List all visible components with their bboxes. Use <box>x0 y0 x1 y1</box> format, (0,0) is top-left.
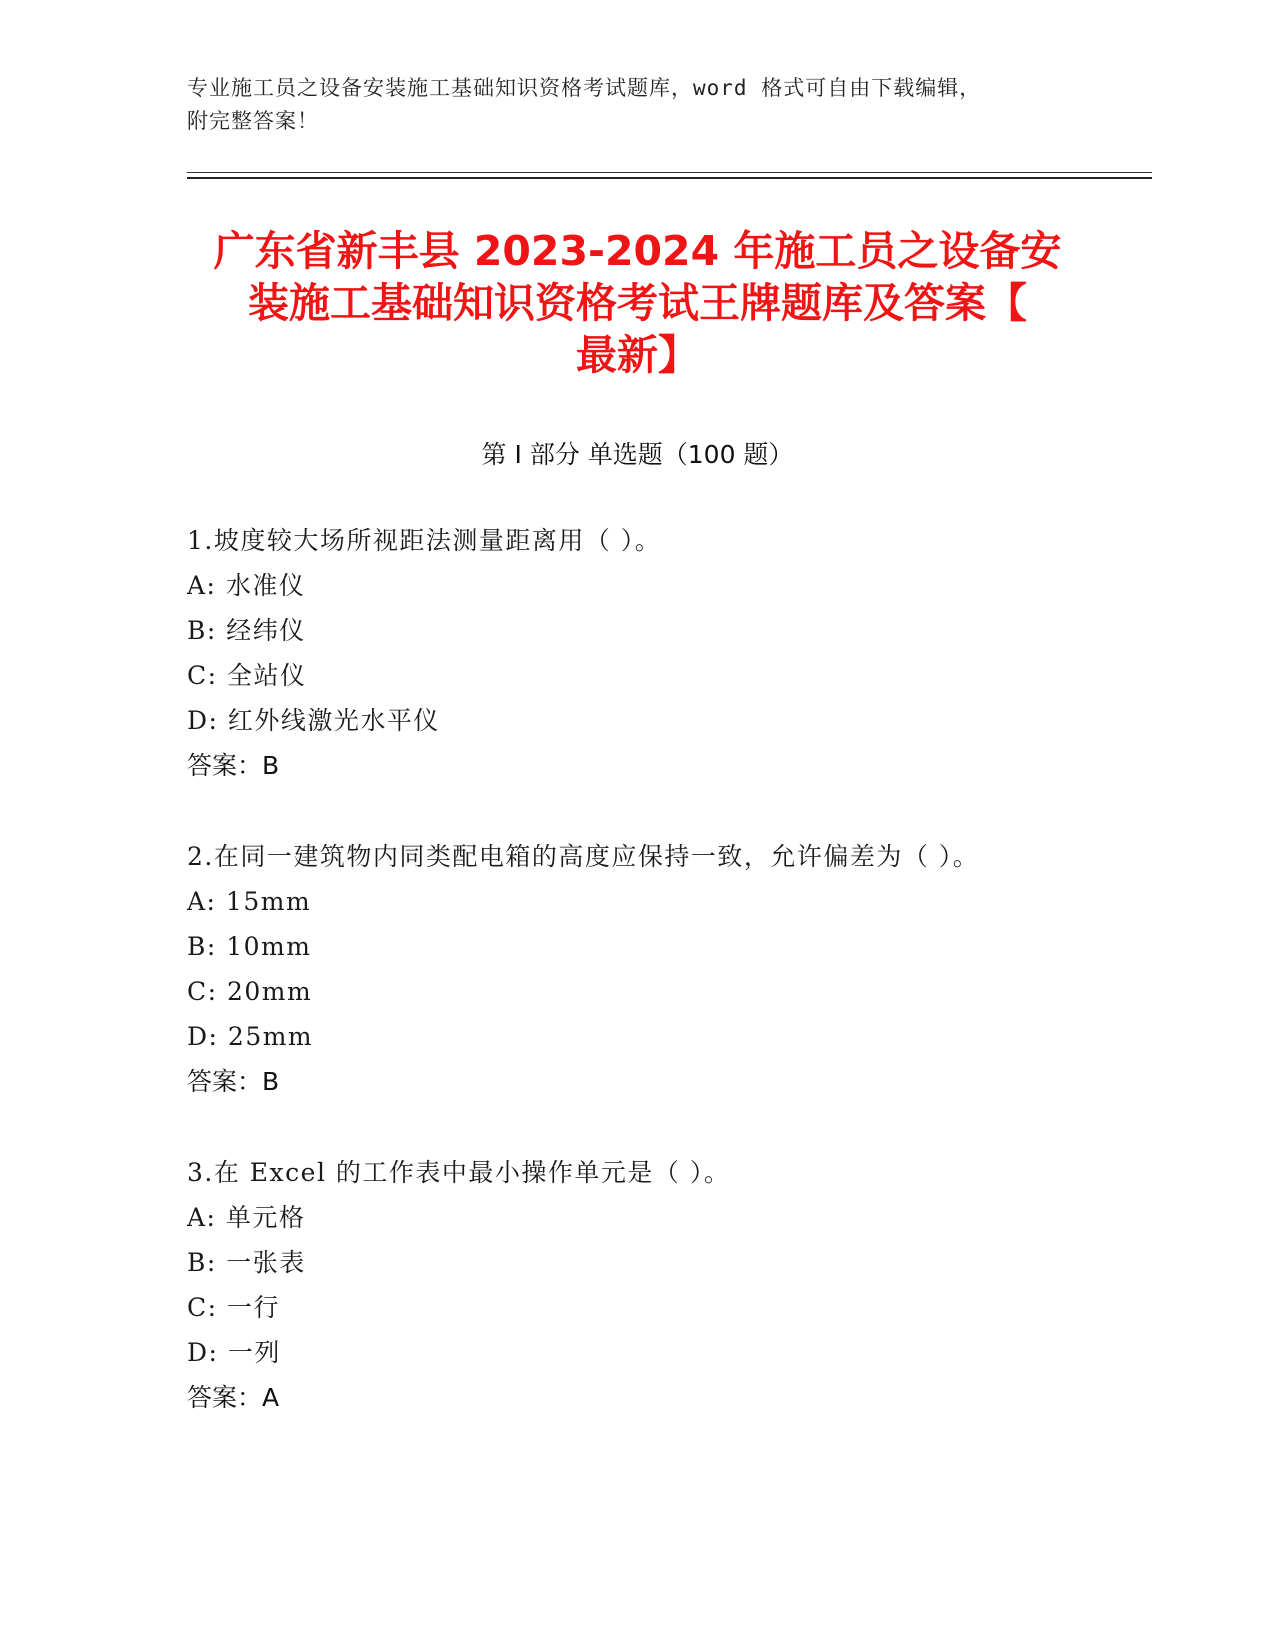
header-divider-thin <box>187 172 1152 173</box>
document-title <box>150 225 1125 381</box>
header-note <box>187 72 1087 138</box>
answer: 答案：B <box>187 751 280 780</box>
title-line-3: 最新】 <box>576 331 699 379</box>
option-a: A: 15mm <box>187 887 312 916</box>
header-note-line-1: 专业施工员之设备安装施工基础知识资格考试题库，word 格式可自由下载编辑， <box>187 76 982 100</box>
section-title: 第 I 部分 单选题（100 题） <box>481 440 794 469</box>
option-a: A: 单元格 <box>187 1203 306 1232</box>
option-d: D: 红外线激光水平仪 <box>187 706 440 735</box>
title-line-1: 广东省新丰县 2023-2024 年施工员之设备安 <box>213 227 1062 275</box>
question-2 <box>187 834 1137 1104</box>
answer: 答案：B <box>187 1067 280 1096</box>
question-1 <box>187 518 1137 788</box>
header-divider-thick <box>187 177 1152 179</box>
question-3 <box>187 1150 1137 1420</box>
option-d: D: 一列 <box>187 1338 281 1367</box>
option-b: B: 10mm <box>187 932 312 961</box>
option-c: C: 一行 <box>187 1293 280 1322</box>
title-line-2: 装施工基础知识资格考试王牌题库及答案【 <box>248 279 1027 327</box>
question-stem: 3.在 Excel 的工作表中最小操作单元是（ ）。 <box>187 1158 731 1187</box>
option-a: A: 水准仪 <box>187 571 306 600</box>
option-c: C: 全站仪 <box>187 661 307 690</box>
answer: 答案：A <box>187 1383 280 1412</box>
header-note-line-2: 附完整答案！ <box>187 109 319 133</box>
option-b: B: 一张表 <box>187 1248 306 1277</box>
option-d: D: 25mm <box>187 1022 314 1051</box>
question-stem: 2.在同一建筑物内同类配电箱的高度应保持一致，允许偏差为（ ）。 <box>187 842 980 871</box>
question-stem: 1.坡度较大场所视距法测量距离用（ ）。 <box>187 526 662 555</box>
option-c: C: 20mm <box>187 977 313 1006</box>
option-b: B: 经纬仪 <box>187 616 306 645</box>
